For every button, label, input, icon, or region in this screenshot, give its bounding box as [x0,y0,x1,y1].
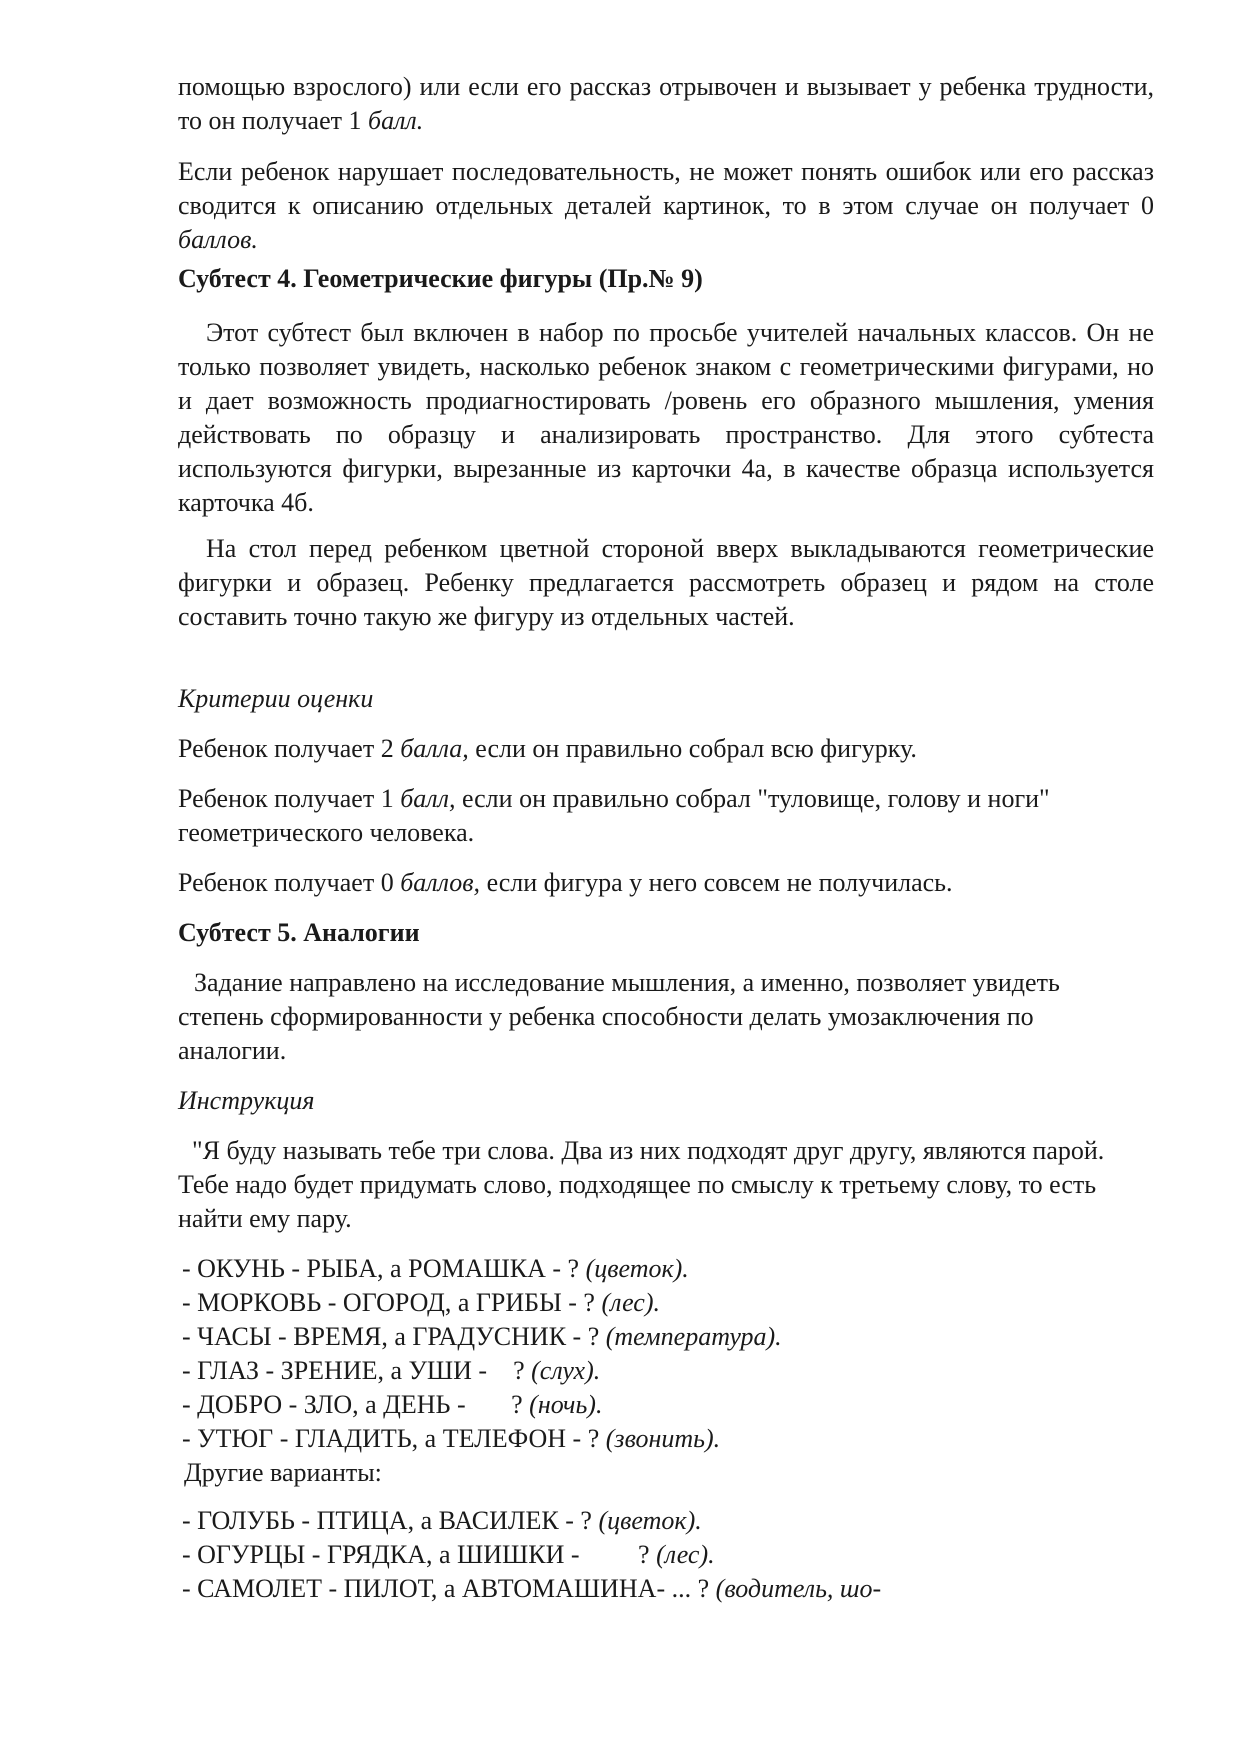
analogy-item: - ГЛАЗ - ЗРЕНИЕ, а УШИ - ? (слух). [182,1356,601,1385]
paragraph-subtest-4-procedure: На стол перед ребенком цветной стороной вверх выкладываются геометрические фигурки и образец. Ребенку предлагается рассмотреть образец и рядом на столе составить точно такую же фигуру из отдельных частей. [178,534,1154,631]
paragraph-subtest-4-description: Этот субтест был включен в набор по просьбе учителей начальных классов. Он не только позволяет увидеть, насколько ребенок знаком с геометрическими фигурами, но и дает возможность продиагностировать /ровень его образного мышления, умения действовать по образцу и анализировать пространство. Для этого субтеста используются фигурки, вырезанные из карточки 4а, в качестве образца используется карточка 4б. [178,318,1154,517]
variant-item: - САМОЛЕТ - ПИЛОТ, а АВТОМАШИНА- ... ? (водитель, шо- [182,1574,882,1603]
analogy-item: - ДОБРО - ЗЛО, а ДЕНЬ - ? (ночь). [182,1390,603,1419]
paragraph-continuation: помощью взрослого) или если его рассказ отрывочен и вызывает у ребенка трудности, то он получает 1 балл. [178,72,1154,135]
heading-subtest-5: Субтест 5. Аналогии [178,918,420,947]
analogy-item: - ЧАСЫ - ВРЕМЯ, а ГРАДУСНИК - ? (температура). [182,1322,782,1351]
paragraph-zero-score: Если ребенок нарушает последовательность, не может понять ошибок или его рассказ сводится к описанию отдельных деталей картинок, то в этом случае он получает 0 баллов. [178,157,1154,254]
other-variants-label: Другие варианты: [184,1458,382,1487]
analogy-item: - МОРКОВЬ - ОГОРОД, а ГРИБЫ - ? (лес). [182,1288,660,1317]
variant-item: - ГОЛУБЬ - ПТИЦА, а ВАСИЛЕК - ? (цветок). [182,1506,702,1535]
paragraph-subtest-5-description: Задание направлено на исследование мышления, а именно, позволяет увидеть степень сформированности у ребенка способности делать умозаключения по аналогии. [178,968,1060,1065]
criterion-0-points: Ребенок получает 0 баллов, если фигура у него совсем не получилась. [178,868,953,897]
analogy-item: - УТЮГ - ГЛАДИТЬ, а ТЕЛЕФОН - ? (звонить). [182,1424,721,1453]
heading-subtest-4: Субтест 4. Геометрические фигуры (Пр.№ 9) [178,264,703,293]
instruction-label: Инструкция [178,1086,315,1115]
paragraph-instruction: "Я буду называть тебе три слова. Два из них подходят друг другу, являются парой. Тебе надо будет придумать слово, подходящее по смыслу к третьему слову, то есть найти ему пару. [178,1136,1105,1233]
criterion-1-point: Ребенок получает 1 балл, если он правильно собрал "туловище, голову и ноги" геометрического человека. [178,784,1050,847]
criterion-2-points: Ребенок получает 2 балла, если он правильно собрал всю фигурку. [178,734,917,763]
criteria-label: Критерии оценки [178,684,374,713]
variant-item: - ОГУРЦЫ - ГРЯДКА, а ШИШКИ - ? (лес). [182,1540,715,1569]
analogy-item: - ОКУНЬ - РЫБА, а РОМАШКА - ? (цветок). [182,1254,689,1283]
